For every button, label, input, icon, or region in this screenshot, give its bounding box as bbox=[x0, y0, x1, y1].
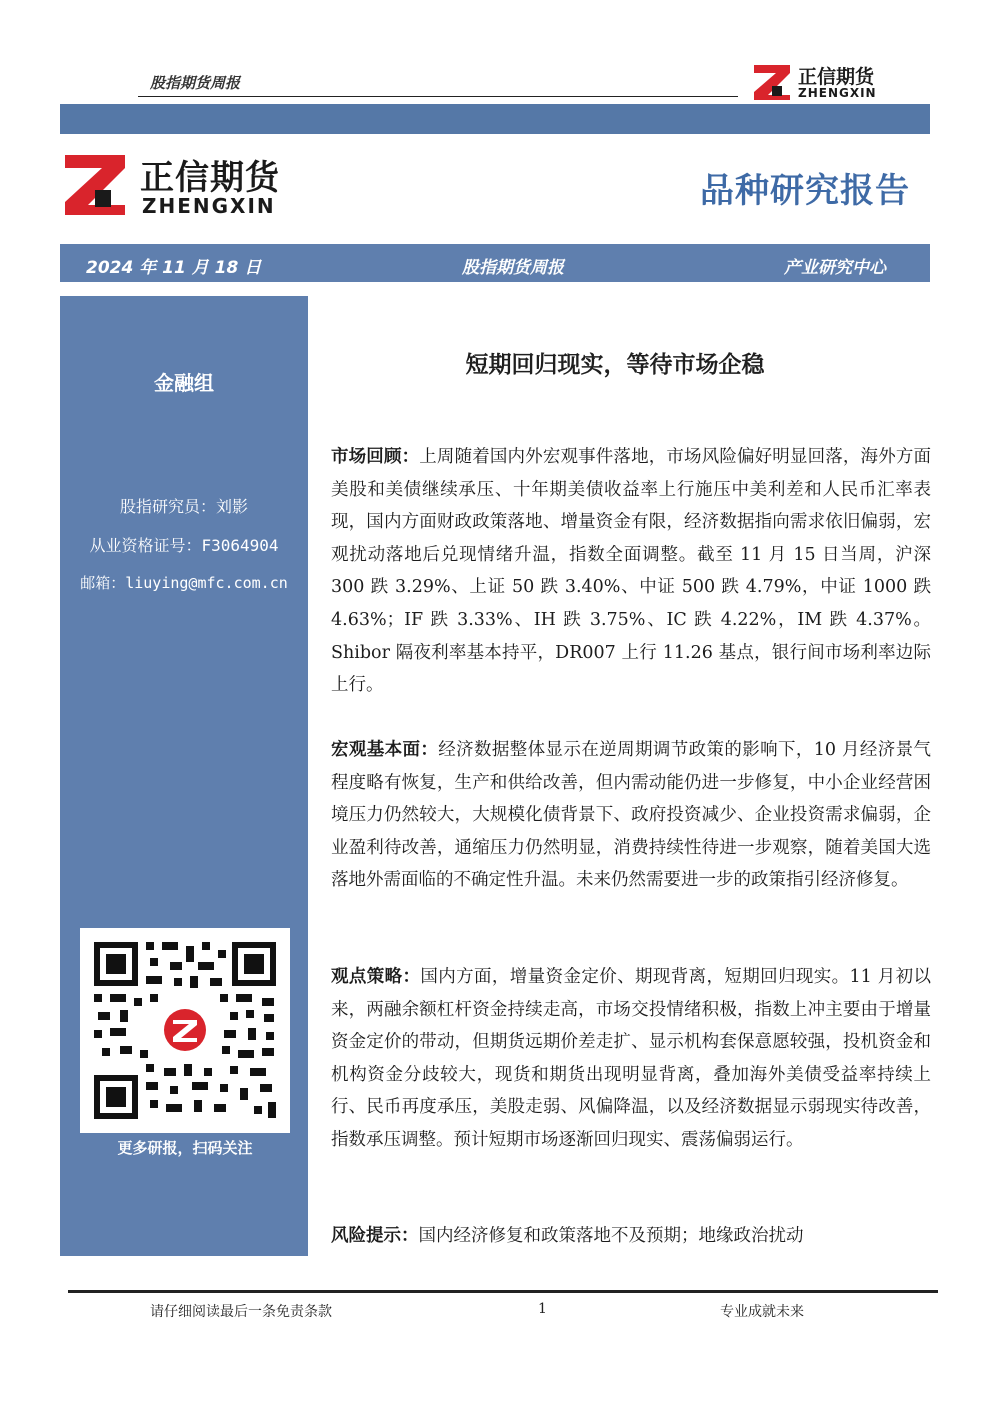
section-risk bbox=[331, 1220, 931, 1253]
zhengxin-z-logo-icon bbox=[752, 62, 792, 102]
zhengxin-z-logo-icon bbox=[62, 152, 128, 218]
footer-slogan: 专业成就未来 bbox=[720, 1304, 804, 1320]
analyst-email: 邮箱：liuying@mfc.com.cn bbox=[80, 574, 288, 592]
section-text: 上周随着国内外宏观事件落地，市场风险偏好明显回落，海外方面美股和美债继续承压、十年期美债收益率上行施压中美利差和人民币汇率表现，国内方面财政政策落地、增量资金有限，经济数据指向需求依旧偏弱，宏观扰动落地后兑现情绪升温，指数全面调整。截至 11 月 15 日当周，沪深 300 跌 3.29%、上证 50 跌 3.40%、中证 500 跌 4.79%，中证 1000 跌 4.63%；IF 跌 3.33%、IH 跌 3.75%、IC 跌 4.22%，IM 跌 4.37%。Shibor 隔夜利率基本持平，DR007 上行 11.26 基点，银行间市场利率边际上行。 bbox=[331, 447, 932, 696]
qr-code-icon bbox=[80, 928, 290, 1133]
report-type-title: 品种研究报告 bbox=[700, 171, 910, 211]
footer-rule bbox=[68, 1290, 938, 1293]
header-logo bbox=[752, 62, 902, 102]
section-text: 国内经济修复和政策落地不及预期；地缘政治扰动 bbox=[418, 1226, 804, 1246]
header-band bbox=[60, 104, 930, 134]
brand-cn-small: 正信期货 bbox=[798, 66, 875, 88]
qr-caption: 更多研报，扫码关注 bbox=[117, 1139, 253, 1157]
qr-code[interactable] bbox=[80, 928, 290, 1133]
section-label: 宏观基本面： bbox=[331, 740, 439, 760]
report-date: 2024 年 11 月 18 日 bbox=[86, 258, 262, 278]
group-name: 金融组 bbox=[154, 371, 214, 395]
brand-en: ZHENGXIN bbox=[142, 194, 276, 218]
report-dept: 产业研究中心 bbox=[784, 258, 886, 278]
section-label: 观点策略： bbox=[331, 967, 421, 987]
brand-en-small: ZHENGXIN bbox=[798, 86, 877, 100]
document-title: 短期回归现实，等待市场企稳 bbox=[465, 352, 765, 378]
section-macro bbox=[331, 734, 931, 897]
analyst-license: 从业资格证号：F3064904 bbox=[89, 536, 279, 555]
main-logo bbox=[62, 150, 312, 220]
analyst-name: 股指研究员：刘影 bbox=[119, 497, 248, 516]
section-text: 经济数据整体显示在逆周期调节政策的影响下，10 月经济景气程度略有恢复，生产和供给改善，但内需动能仍进一步修复，中小企业经营困境压力仍然较大，大规模化债背景下、政府投资减少、企业投资需求偏弱，企业盈利待改善，通缩压力仍然明显，消费持续性待进一步观察，随着美国大选落地外需面临的不确定性升温。未来仍然需要进一步的政策指引经济修复。 bbox=[331, 740, 931, 891]
info-bar bbox=[60, 244, 930, 282]
running-title: 股指期货周报 bbox=[150, 74, 241, 92]
brand-cn: 正信期货 bbox=[140, 158, 280, 198]
section-market-review bbox=[331, 441, 931, 702]
footer-disclaimer-link[interactable]: 请仔细阅读最后一条免责条款 bbox=[150, 1304, 332, 1320]
section-strategy bbox=[331, 961, 931, 1157]
section-text: 国内方面，增量资金定价、期现背离，短期回归现实。11 月初以来，两融余额杠杆资金持续走高，市场交投情绪积极，指数上冲主要由于增量资金定价的带动，但期货远期价差走扩、显示机构套保意愿较强，投机资金和机构资金分歧较大，现货和期货出现明显背离，叠加海外美债受益率持续上行、民币再度承压，美股走弱、风偏降温，以及经济数据显示弱现实待改善，指数承压调整。预计短期市场逐渐回归现实、震荡偏弱运行。 bbox=[331, 967, 931, 1150]
section-label: 风险提示： bbox=[331, 1226, 419, 1246]
report-series: 股指期货周报 bbox=[462, 258, 564, 278]
section-label: 市场回顾： bbox=[331, 447, 420, 467]
header-rule bbox=[138, 96, 738, 97]
page-number: 1 bbox=[538, 1301, 547, 1317]
